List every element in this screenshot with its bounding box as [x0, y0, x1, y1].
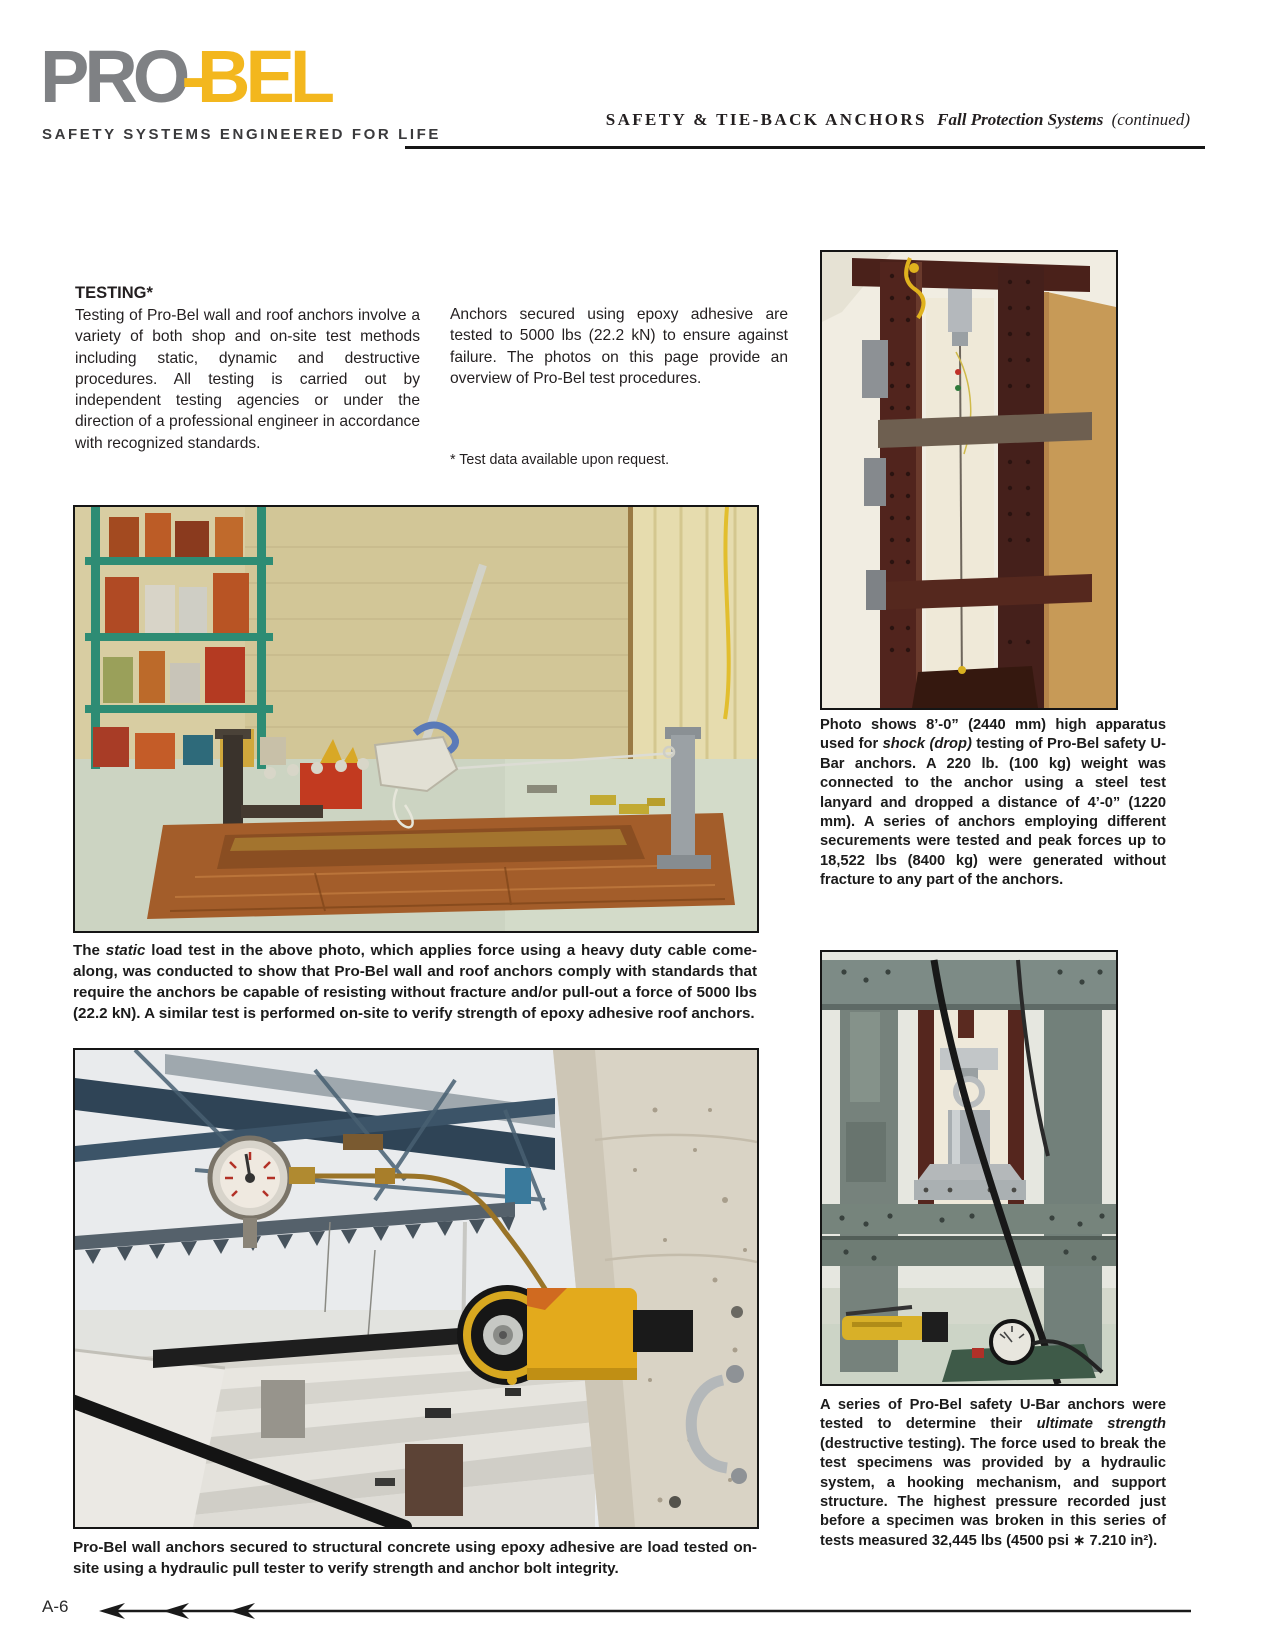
pull-test-caption: Pro-Bel wall anchors secured to structural concrete using epoxy adhesive are load tested on-site using a hydraulic pull tester to verify strength and anchor bolt integrity. [73, 1539, 757, 1577]
page-number: A-6 [42, 1597, 69, 1616]
static-test-photo-image [75, 507, 757, 931]
intro-column-middle: Anchors secured using epoxy adhesive are tested to 5000 lbs (22.2 kN) to ensure against failure. The photos on this page provide an overview of Pro-Bel test procedures. [450, 306, 788, 387]
running-header [430, 110, 1190, 130]
section-continued: (continued) [1111, 110, 1190, 129]
section-subtitle: Fall Protection Systems [937, 110, 1104, 129]
logo-dash: - [181, 35, 202, 118]
logo-text-bel: BEL [197, 35, 331, 118]
testing-heading: TESTING* [75, 284, 153, 302]
pull-test-photo-image [75, 1050, 757, 1527]
section-title: SAFETY & TIE-BACK ANCHORS [605, 110, 927, 129]
footer-arrow [95, 1602, 1195, 1625]
testing-paragraph: Testing of Pro-Bel wall and roof anchors involve a variety of both shop and on-site test methods including static, dynamic and destructive procedures. All testing is carried out by independent testing agencies or under the direction of a professional engineer in accordance with recognized standards. [75, 307, 420, 452]
ultimate-test-caption: A series of Pro-Bel safety U-Bar anchors were tested to determine their ultimate strength (destructive testing). The force used to break the test specimens was provided by a hydraulic system, a hooking mechanism, and support structure. The highest pressure recorded just before a specimen was broken in this series of tests measured 32,445 lbs (4500 psi ∗ 7.210 in²). [820, 1397, 1166, 1549]
logo-text-pro: PRO [40, 35, 186, 118]
shock-test-photo [820, 250, 1118, 710]
static-test-caption: The static load test in the above photo, which applies force using a heavy duty cable come-along, was conducted to show that Pro-Bel wall and roof anchors comply with standards that require the anchors be capable of resisting without fracture and/or pull-out a force of 5000 lbs (22.2 kN). A similar test is performed on-site to verify strength of epoxy adhesive roof anchors. [73, 942, 757, 1022]
shock-test-caption: Photo shows 8’-0” (2440 mm) high apparatus used for shock (drop) testing of Pro-Bel safety U-Bar anchors. A 220 lb. (100 kg) weight was connected to the anchor using a steel test lanyard and dropped a distance of 4’-0” (1220 mm). A series of anchors employing different securements were tested and peak forces up to 18,522 lbs (8400 kg) were generated without fracture to any part of the anchors. [820, 717, 1166, 889]
static-test-photo [73, 505, 759, 933]
ultimate-test-photo [820, 950, 1118, 1386]
test-data-footnote: * Test data available upon request. [450, 452, 670, 468]
pull-test-photo [73, 1048, 759, 1529]
probel-logo [40, 35, 331, 118]
ultimate-test-photo-image [822, 952, 1116, 1384]
header-rule [405, 146, 1205, 149]
intro-column-left [75, 283, 420, 454]
logo-tagline: SAFETY SYSTEMS ENGINEERED FOR LIFE [42, 126, 441, 143]
shock-test-photo-image [822, 252, 1116, 708]
footer-arrow-line [95, 1602, 1195, 1620]
